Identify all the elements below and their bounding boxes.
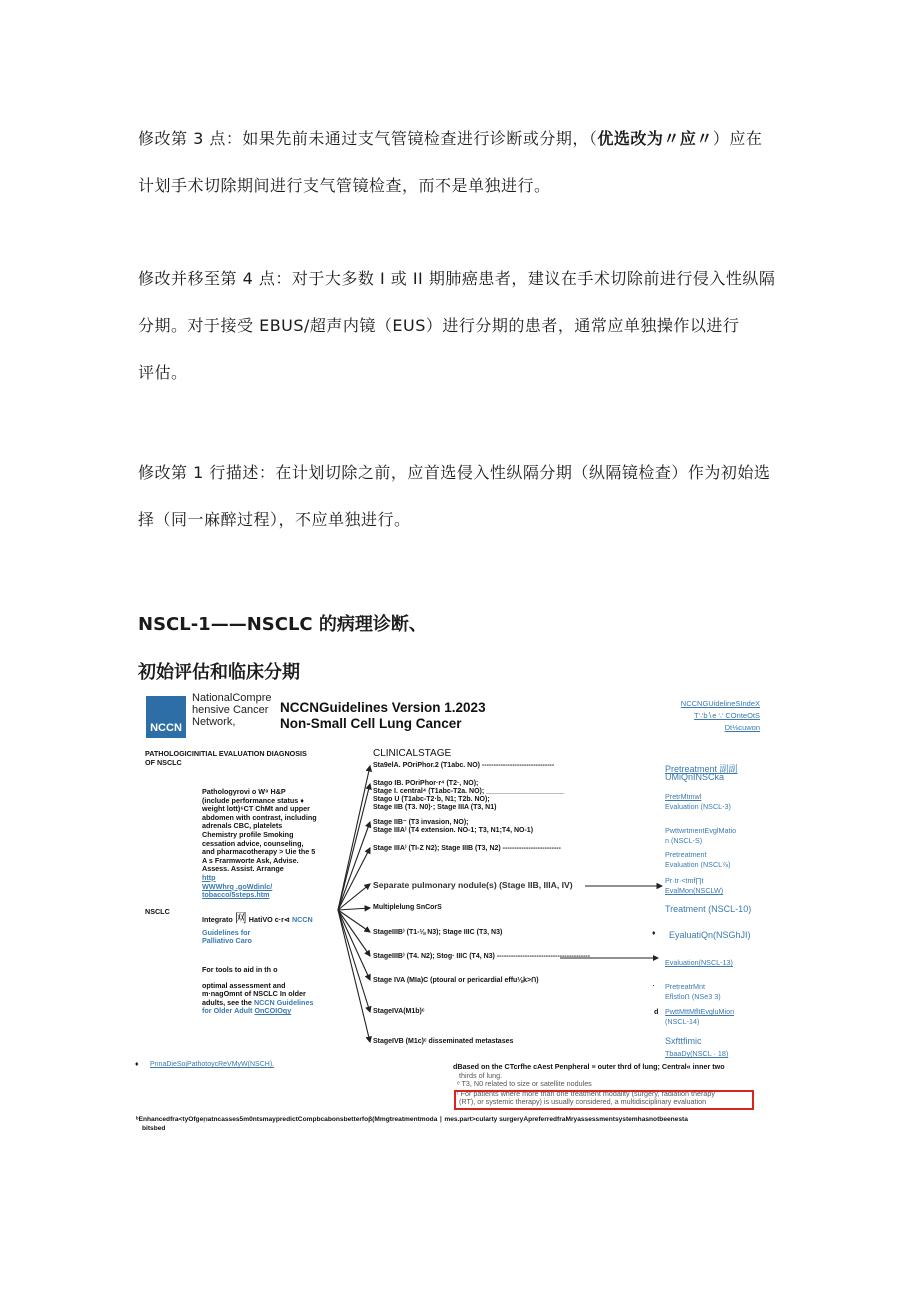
branch-arrow [338,908,370,910]
pretreatment-link[interactable]: (NSCL-14) [665,1017,700,1026]
highlight-box [454,1090,754,1110]
branch-arrow [338,910,370,1042]
stage-item: Stage I. central⁴ (T1abc-T2a. NO); ____________________ [373,788,565,795]
eval-line: weight lott)⁶CT ChMt and upper [202,804,310,814]
eval-line: and pharmacotherapy > Uie the 5 [202,847,316,857]
paragraph-1 [138,115,788,209]
footnotes-block: dBased on the CTcrfhe cAest Penpheral ≡ outer thrd of lung; Central« inner two thirds of lung. ᵉ T3, N0 related to size or satellite nodules ᶠ For patients where more than one treatment modality (surgery, radiation therapy (RT), or systemic therapy) is usually considered, a multidisciplinary evaluation [453,1062,725,1107]
tobacco-link[interactable]: http [202,872,216,882]
eval-line: abdomen with contrast, including [202,812,317,822]
paragraph-2-line-1: 修改并移至第 4 点：对于大多数 I 或 II 期肺癌患者，建议在手术切除前进行侵入性纵隔 [138,269,776,288]
paragraph-2-line-3: 评估。 [138,363,188,382]
footnote-bullet: ♦ [135,1061,139,1068]
bullet-1: ♦ [652,930,656,937]
nsclc-label: NSCLC [145,907,170,916]
nccn-organization-name: NationalCompre hensive Cancer Network, [192,692,272,728]
pretreatment-link[interactable]: PwttMttMfltEvgluMion [665,1007,735,1016]
eval-line: Chemistry profile Smoking [202,829,294,839]
older-adult-oncology-link[interactable]: OnCOIOqy [254,1006,292,1016]
tobacco-link-line-2[interactable]: WWWhrq .goWdinlc/ [202,881,273,891]
eval-line: cessation advice, counseling, [202,838,304,848]
pathology-review-link[interactable]: PnnaDieSojPathotoycReVMyW(NSCH). [150,1061,275,1068]
eval-line: adrenals CBC, platelets [202,821,283,831]
tobacco-link-line-3[interactable]: tobacco/5steps.htm [202,890,270,900]
stage-item: Sta9elA. POriPhor.2 (T1abc. NO) ------------------------------- [373,762,555,769]
pretreatment-link[interactable]: EyaluatiQn(NSGhJI) [669,930,751,940]
pretreatment-link[interactable]: Eflstloᑎ (NSe3 3) [665,992,721,1001]
paragraph-1-line-1: 修改第 3 点：如果先前未通过支气管镜检查进行诊断或分期，（优选改为〃应〃）应在 [138,129,763,148]
pretreatment-link[interactable]: PwttwrtmentEvglMatio [665,826,737,835]
eval-line: Pathologyrovi o W⁹ H&P [202,787,286,796]
pretreatment-link[interactable]: Pretreatment [665,850,707,859]
paragraph-3-line-2: 择（同一麻醉过程），不应单独进行。 [138,510,411,529]
stage-item: Stago IB. POriPhor·r⁴ (T2·, NO); [373,780,479,787]
stage-item: StageIVA(M1b)ᶜ [373,1008,425,1015]
dot-1: · [652,980,655,990]
pretreatment-link[interactable]: Pr·tr·<tmf∏t [665,876,704,885]
column-header-clinical-stage: CLINICALSTAGE [373,748,452,759]
stage-item: Stage IIB (T3. N0)·; Stage IIIA (T3, N1) [373,804,497,811]
guidelines-index-link[interactable]: NCCNGUidelineSIndeX T∵b∖e ∵ COnteOtS Dt⅛cuwon [680,699,760,732]
branch-arrow [338,784,370,910]
branch-arrow [338,848,370,910]
pretreatment-link[interactable]: Pretreatment 副副 [665,764,738,774]
pretreatment-link[interactable]: Evaluation (NSCL-3) [665,802,731,811]
pretreatment-link[interactable]: Treatment (NSCL-10) [665,904,752,914]
guideline-title: NCCNGuidelines Version 1.2023 Non-Small Cell Lung Cancer [280,700,486,731]
nccn-guideline-figure [135,690,790,1150]
palliative-care-link-2[interactable]: Palliativo Caro [202,936,252,946]
stage-item: StageIIIB⁾ (T1-⅛ N3); Stage IIIC (T3, N3) [373,929,503,936]
column-header-evaluation: PATHOLOGICINITIAL EVALUATION DIAGNOSIS OF NSCLC [145,749,307,767]
paragraph-2 [138,255,788,396]
paragraph-1-line-2: 计划手术切除期间进行支气管镜检查，而不是单独进行。 [138,176,551,195]
integrate-palliative-care: Integrato 网 HatiVO c·r⊲ NCCN Guidelines for Palliativo Caro [202,914,332,946]
older-adult-tools-note: For tools to aid in th o optimal assessment and m·nagOmnt of NSCLC In older adults, see the NCCN Guidelines for Older Adult OnCOIOqy [202,965,314,1016]
pretreatment-link[interactable]: n (NSCL-S) [665,836,703,845]
pretreatment-link[interactable]: PretreatrMnt [665,982,705,991]
pretreatment-link[interactable]: Evaluation(NSCL-13) [665,958,733,967]
pretreatment-link[interactable]: Sxfttfimic [665,1036,702,1046]
stage-item: StageIVB (M1c)ᶜ disseminated metastases [373,1038,514,1045]
paragraph-3 [138,449,788,543]
paragraph-2-line-2: 分期。对于接受 EBUS/超声内镜（EUS）进行分期的患者，通常应单独操作以进行 [138,316,740,335]
stage-item: Stage IVA (MIa)C (ptoural or pericardial effu⅛k>ᑎ) [373,977,539,984]
nccn-logo: NCCN [146,696,186,738]
pretreatment-link[interactable]: EvalMon(NSCLW) [665,886,724,895]
stage-item: Stage IIIA⁾ (T4 extension. NO-1; T3, N1;T4, NO-1) [373,827,534,834]
d-prefix: d [654,1007,659,1016]
eval-line: (include performance status ♦ [202,795,304,805]
eval-line: Assess. Assist. Arrange [202,864,284,874]
stage-item: Stage IIB⁻ (T3 invasion, NO); [373,819,469,826]
palliative-care-link-1[interactable]: Guidelines for [202,927,251,937]
paragraph-3-line-1: 修改第 1 行描述：在计划切除之前，应首选侵入性纵隔分期（纵隔镜检查）作为初始选 [138,463,771,482]
branch-arrow [338,910,370,956]
branch-arrow [338,910,370,1012]
stage-item: Stago U (T1abc-T2·b, N1; T2b. NO); [373,796,490,803]
stage-item: StageIIIB⁾ (T4. N2); Stog· IIIC (T4, N3) ---------------------------------------- [373,953,591,960]
pretreatment-link[interactable]: Evaluation (NSCL⅞) [665,860,731,869]
stage-item: Stage IIIA⁾ (TI-Z N2); Stage IIIB (T3, N2) ------------------------- [373,845,561,852]
older-adult-guidelines-link[interactable]: NCCN Guidelines [253,997,314,1007]
eval-line: A s Frarmworte Ask, Advise. [202,855,299,865]
pretreatment-link[interactable]: PretrMtmwl [665,792,702,801]
stage-item: Separate pulmonary nodule(s) (Stage IIB, IIIA, IV) [373,880,573,890]
pretreatment-link[interactable]: TbaaDy(NSCL · 18) [665,1049,729,1058]
section-heading-2: 初始评估和临床分期 [138,662,300,683]
pretreatment-link[interactable]: UMiQnINSCka [665,772,725,782]
stage-item: Multiplelung SnCorS [373,904,442,911]
bottom-footnote: ᵇEnhancedfra<tyOfgeŗıatncasses5m0ntsmaypredictCompbcabonsbetterfoβ(Mmgtreatmentmoda ∣ mes.part>cularty surgeryApreferredfraMryassessmentsystemhasnotbeenesta bitsbed [136,1116,688,1132]
nccn-palliative-link[interactable]: NCCN [291,915,313,924]
section-heading-1: NSCL-1——NSCLC 的病理诊断、 [138,614,427,635]
